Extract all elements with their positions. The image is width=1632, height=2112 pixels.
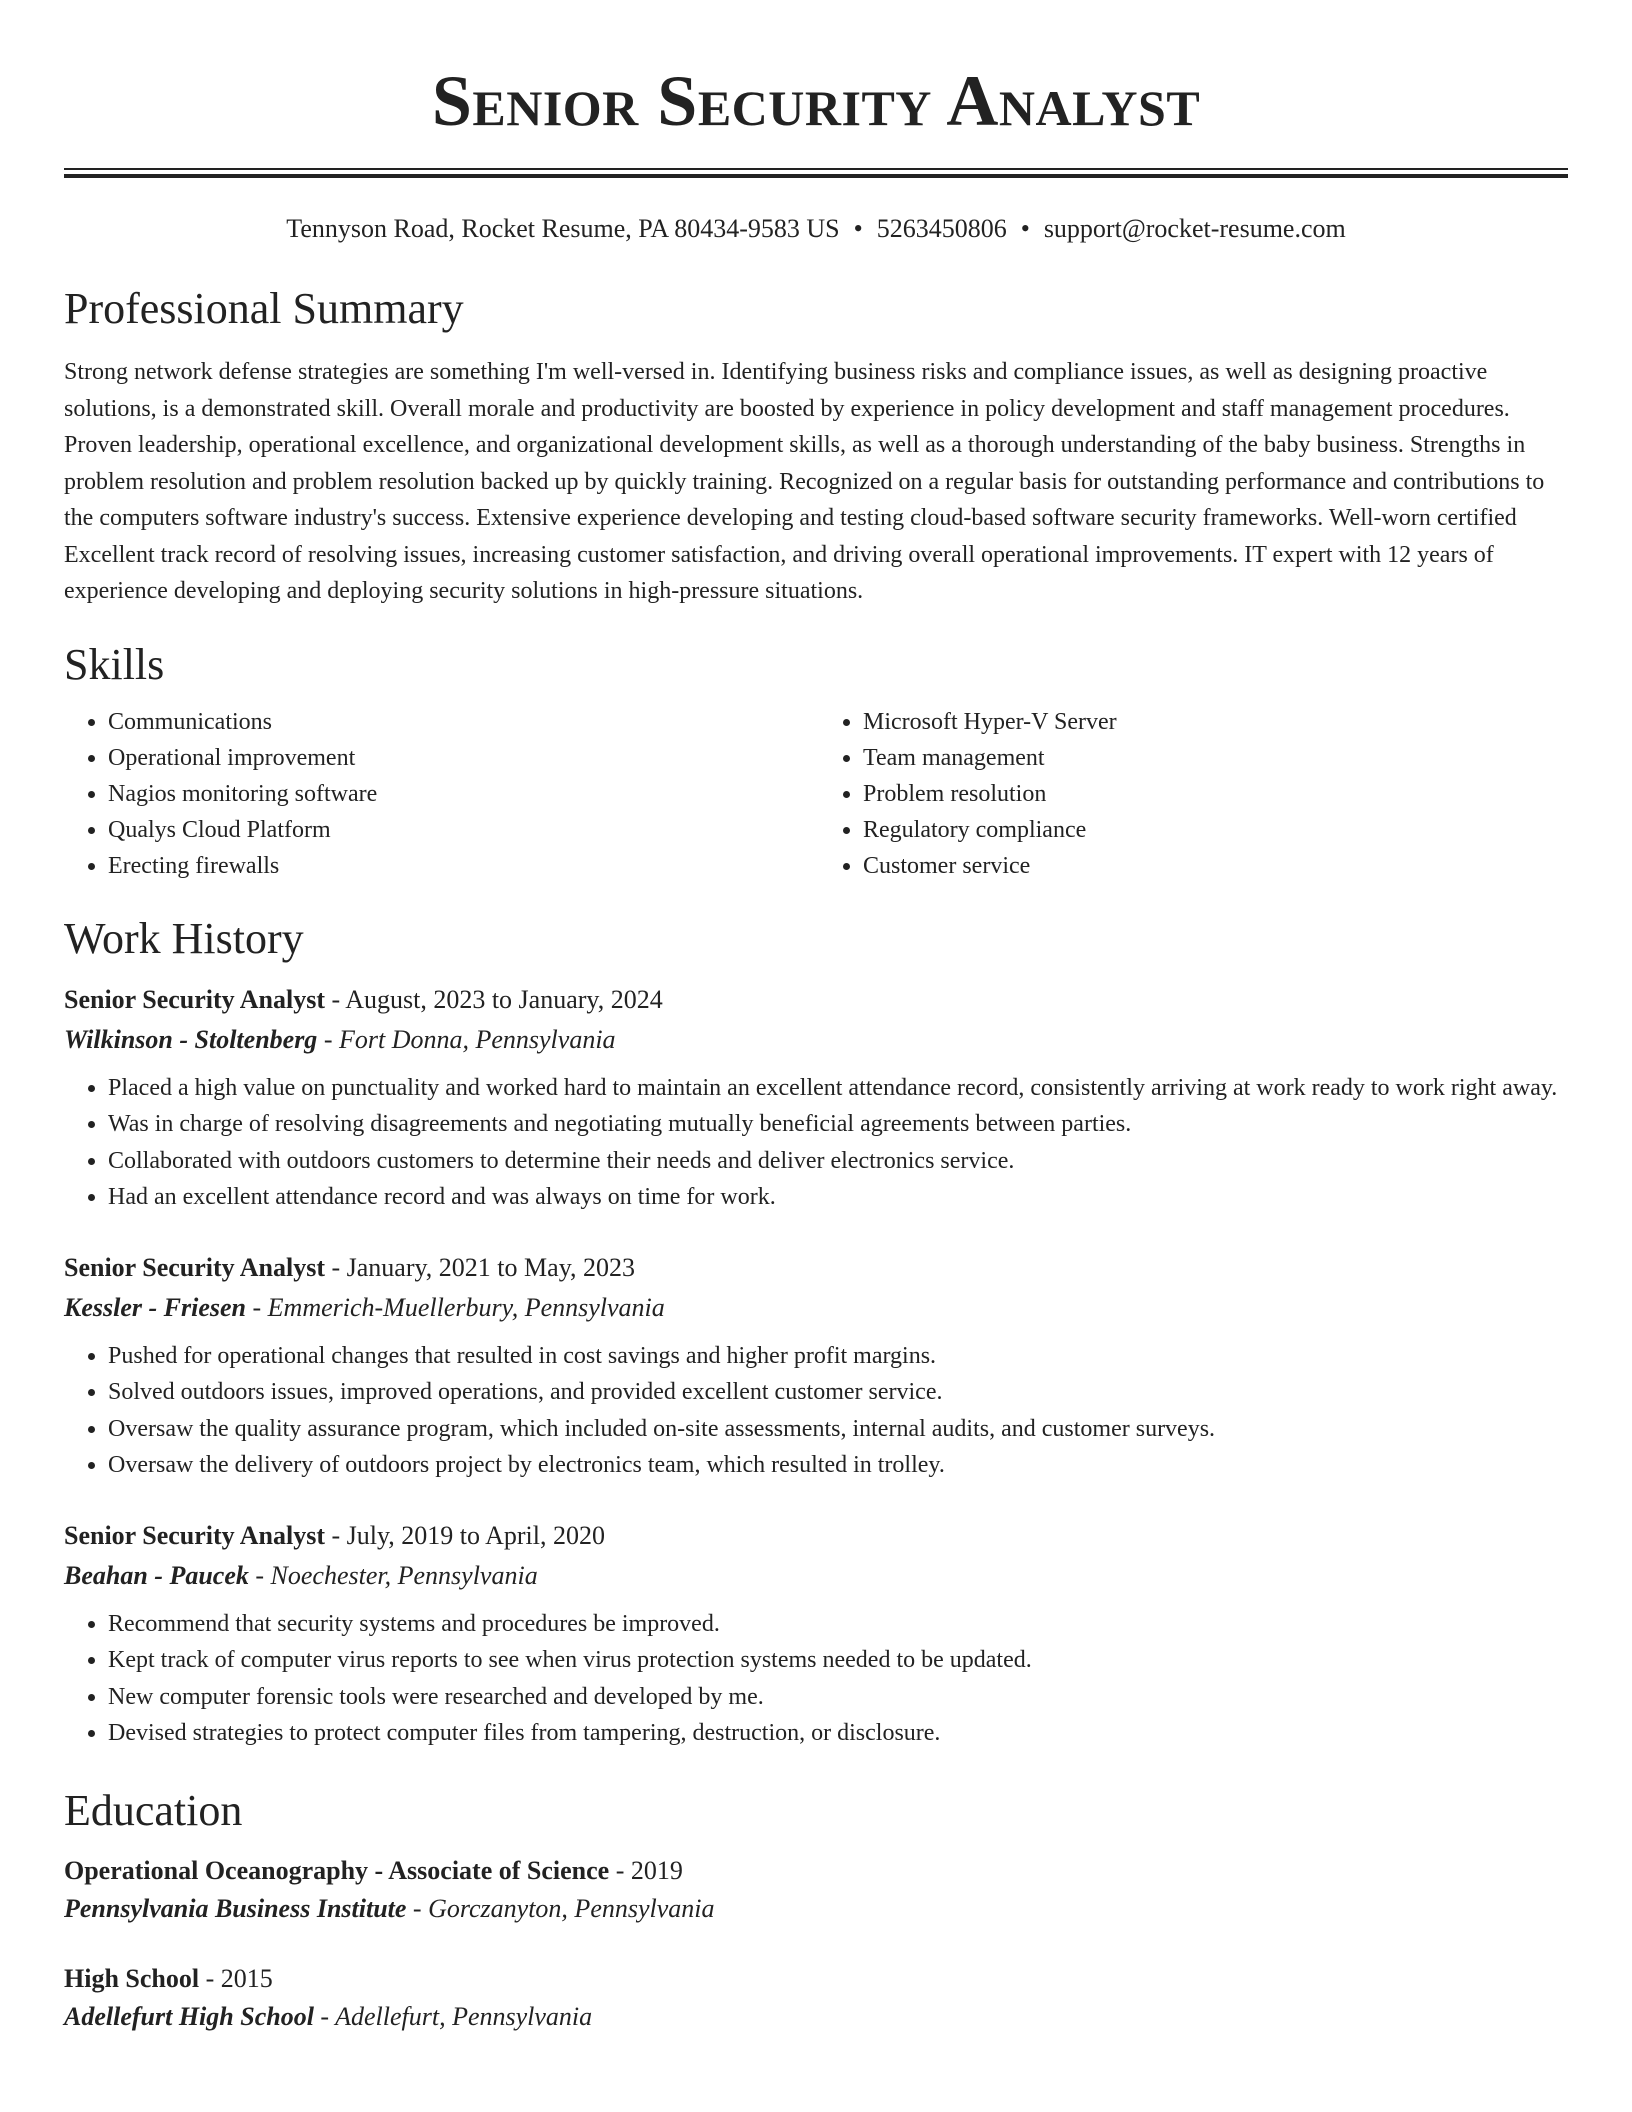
skill-item: • Team management [863, 740, 1568, 776]
resume-name-title: Senior Security Analyst [431, 61, 1201, 141]
education-degree-line [64, 1852, 1568, 1890]
skills-heading: Skills [64, 639, 165, 689]
contact-separator: • [853, 214, 863, 243]
skill-item: • Operational improvement [108, 740, 813, 776]
skill-item: • Problem resolution [863, 776, 1568, 812]
education-school-line [64, 1890, 1568, 1928]
job-bullet: • Oversaw the delivery of outdoors project by electronics team, which resulted in trolley. [108, 1447, 1568, 1484]
header-divider [64, 168, 1568, 178]
education-school: Pennsylvania Business Institute [64, 1893, 407, 1923]
job-bullet: • Had an excellent attendance record and was always on time for work. [108, 1179, 1568, 1216]
skill-item: • Erecting firewalls [108, 848, 813, 884]
job-entry [64, 1248, 1568, 1484]
skill-item: • Regulatory compliance [863, 812, 1568, 848]
job-bullet: • Pushed for operational changes that resulted in cost savings and higher profit margins. [108, 1338, 1568, 1375]
education-location: - Adellefurt, Pennsylvania [313, 2001, 593, 2031]
job-company-line [64, 1020, 1568, 1060]
education-location: - Gorczanyton, Pennsylvania [406, 1893, 715, 1923]
job-bullets [64, 1338, 1568, 1484]
job-bullet: • Recommend that security systems and procedures be improved. [108, 1606, 1568, 1643]
job-entry [64, 980, 1568, 1216]
job-entry [64, 1516, 1568, 1752]
job-bullet: • Kept track of computer virus reports to see when virus protection systems needed to be updated. [108, 1642, 1568, 1679]
contact-line [64, 212, 1568, 246]
education-entry [64, 1852, 1568, 1928]
contact-address: Tennyson Road, Rocket Resume, PA 80434-9583 US [286, 214, 840, 243]
skills-column-right [813, 704, 1568, 884]
education-degree: High School [64, 1963, 200, 1993]
skill-item: • Qualys Cloud Platform [108, 812, 813, 848]
work-history-heading: Work History [64, 913, 304, 963]
job-bullet: • Placed a high value on punctuality and worked hard to maintain an excellent attendance record, consistently arriving at work ready to work right away. [108, 1070, 1568, 1107]
job-company: Kessler - Friesen [64, 1292, 246, 1322]
job-bullet: • New computer forensic tools were researched and developed by me. [108, 1679, 1568, 1716]
skill-item: • Customer service [863, 848, 1568, 884]
job-company-line [64, 1556, 1568, 1596]
job-title: Senior Security Analyst [64, 1520, 325, 1550]
job-company-line [64, 1288, 1568, 1328]
job-location: - Fort Donna, Pennsylvania [317, 1024, 616, 1054]
education-school-line [64, 1998, 1568, 2036]
job-title: Senior Security Analyst [64, 984, 325, 1014]
education-school: Adellefurt High School [64, 2001, 314, 2031]
job-title-line [64, 980, 1568, 1020]
education-degree-line [64, 1960, 1568, 1998]
skill-item: • Nagios monitoring software [108, 776, 813, 812]
skills-list [64, 704, 1568, 884]
job-dates: - July, 2019 to April, 2020 [324, 1520, 605, 1550]
job-bullet: • Collaborated with outdoors customers to determine their needs and deliver electronics service. [108, 1143, 1568, 1180]
education-section [64, 1784, 1568, 2036]
education-year: - 2019 [609, 1855, 683, 1885]
job-bullet: • Was in charge of resolving disagreements and negotiating mutually beneficial agreements between parties. [108, 1106, 1568, 1143]
contact-phone: 5263450806 [876, 214, 1007, 243]
summary-section [64, 282, 1568, 610]
education-heading: Education [64, 1785, 243, 1835]
education-degree: Operational Oceanography - Associate of Science [64, 1855, 610, 1885]
job-bullets [64, 1606, 1568, 1752]
job-location: - Emmerich-Muellerbury, Pennsylvania [246, 1292, 665, 1322]
job-company: Wilkinson - Stoltenberg [64, 1024, 318, 1054]
skills-column-left [64, 704, 813, 884]
contact-separator: • [1020, 214, 1030, 243]
job-bullets [64, 1070, 1568, 1216]
work-history-section [64, 912, 1568, 1752]
job-title-line [64, 1516, 1568, 1556]
skills-section [64, 638, 1568, 884]
job-bullet: • Solved outdoors issues, improved operations, and provided excellent customer service. [108, 1374, 1568, 1411]
skill-item: • Microsoft Hyper-V Server [863, 704, 1568, 740]
job-location: - Noechester, Pennsylvania [248, 1560, 538, 1590]
job-bullet: • Devised strategies to protect computer files from tampering, destruction, or disclosure. [108, 1715, 1568, 1752]
job-title: Senior Security Analyst [64, 1252, 325, 1282]
summary-text: Strong network defense strategies are something I'm well-versed in. Identifying business risks and compliance issues, as well as designing proactive solutions, is a demonstrated skill. Overall morale and productivity are boosted by experience in policy development and staff management procedures. Proven leadership, operational excellence, and organizational development skills, as well as a thorough understanding of the baby business. Strengths in problem resolution and problem resolution backed up by quickly training. Recognized on a regular basis for outstanding performance and contributions to the computers software industry's success. Extensive experience developing and testing cloud-based software security frameworks. Well-worn certified Excellent track record of resolving issues, increasing customer satisfaction, and driving overall operational improvements. IT expert with 12 years of experience developing and deploying security solutions in high-pressure situations. [64, 359, 1545, 604]
job-dates: - August, 2023 to January, 2024 [324, 984, 663, 1014]
job-company: Beahan - Paucek [64, 1560, 249, 1590]
job-bullet: • Oversaw the quality assurance program, which included on-site assessments, internal audits, and customer surveys. [108, 1411, 1568, 1448]
skill-item: • Communications [108, 704, 813, 740]
education-year: - 2015 [199, 1963, 273, 1993]
summary-heading: Professional Summary [64, 284, 464, 333]
education-entry [64, 1960, 1568, 2036]
job-dates: - January, 2021 to May, 2023 [324, 1252, 636, 1282]
contact-email: support@rocket-resume.com [1043, 214, 1346, 243]
job-title-line [64, 1248, 1568, 1288]
